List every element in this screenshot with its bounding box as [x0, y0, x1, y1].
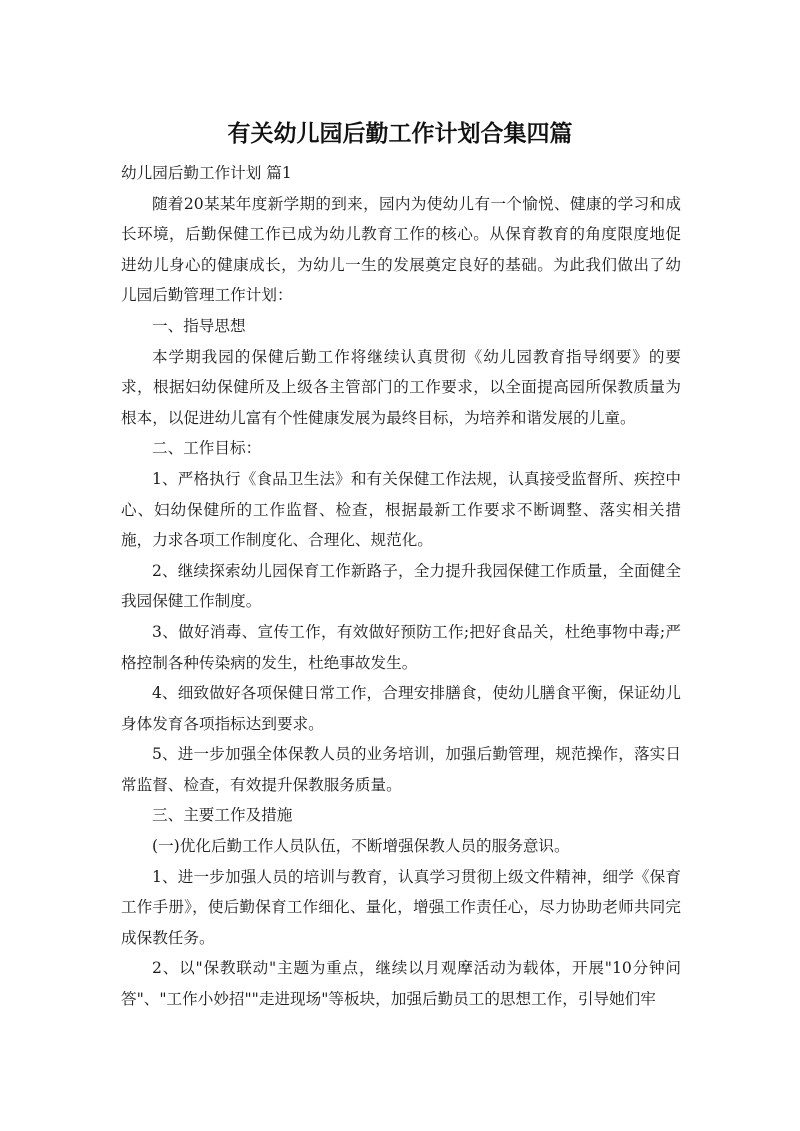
measure-item-1: 1、进一步加强人员的培训与教育，认真学习贯彻上级文件精神，细学《保育工作手册》，使后勤保育工作细化、量化，增强工作责任心，尽力协助老师共同完成保教任务。 [121, 867, 681, 947]
subheading-optimize-staff: (一)优化后勤工作人员队伍，不断增强保教人员的服务意识。 [152, 837, 570, 856]
goal-item-3: 3、做好消毒、宣传工作，有效做好预防工作;把好食品关，杜绝事物中毒;严格控制各种传染病的发生，杜绝事故发生。 [121, 622, 681, 672]
heading-main-work: 三、主要工作及措施 [152, 806, 293, 825]
intro-paragraph: 随着20某某年度新学期的到来，园内为使幼儿有一个愉悦、健康的学习和成长环境，后勤保健工作已成为幼儿教育工作的核心。从保育教育的角度限度地促进幼儿身心的健康成长，为幼儿一生的发展奠定良好的基础。为此我们做出了幼儿园后勤管理工作计划： [121, 194, 681, 305]
document-title: 有关幼儿园后勤工作计划合集四篇 [227, 121, 573, 147]
document-body [121, 158, 681, 1015]
goal-item-4: 4、细致做好各项保健日常工作，合理安排膳食，使幼儿膳食平衡，保证幼儿身体发育各项指标达到要求。 [121, 684, 681, 733]
goal-item-5: 5、进一步加强全体保教人员的业务培训，加强后勤管理，规范操作，落实日常监督、检查，有效提升保教服务质量。 [121, 745, 681, 794]
section-heading-plan-1: 幼儿园后勤工作计划 篇1 [121, 164, 292, 182]
goal-item-1: 1、严格执行《食品卫生法》和有关保健工作法规，认真接受监督所、疾控中心、妇幼保健所的工作监督、检查，根据最新工作要求不断调整、落实相关措施，力求各项工作制度化、合理化、规范化。 [121, 469, 681, 550]
guiding-ideology-paragraph: 本学期我园的保健后勤工作将继续认真贯彻《幼儿园教育指导纲要》的要求，根据妇幼保健所及上级各主管部门的工作要求，以全面提高园所保教质量为根本，以促进幼儿富有个性健康发展为最终目标，为培养和谐发展的儿童。 [121, 347, 681, 427]
heading-work-goals: 二、工作目标： [152, 439, 262, 458]
measure-item-2: 2、以"保教联动"主题为重点，继续以月观摩活动为载体，开展"10分钟问答"、"工作小妙招""走进现场"等板块，加强后勤员工的思想工作，引导她们牢 [121, 959, 681, 1009]
goal-item-2: 2、继续探索幼儿园保育工作新路子，全力提升我园保健工作质量，全面健全我园保健工作制度。 [121, 561, 681, 611]
heading-guiding-ideology: 一、指导思想 [152, 316, 246, 335]
